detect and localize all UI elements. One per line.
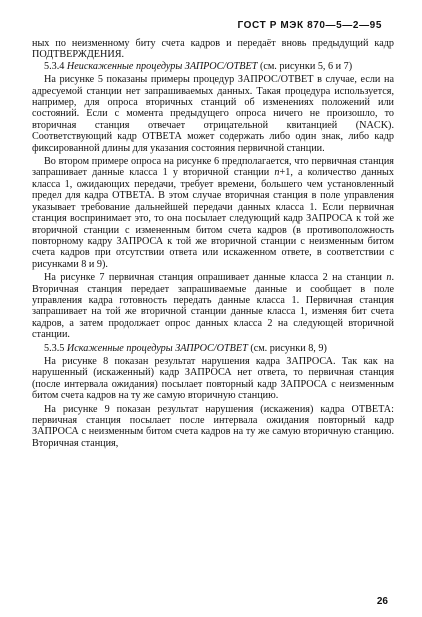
section-title-distorted: Искаженные процедуры ЗАПРОС/ОТВЕТ <box>66 342 248 354</box>
section-title-undistorted: Неискаженные процедуры ЗАПРОС/ОТВЕТ <box>66 60 258 72</box>
paragraph-figure-9: На рисунке 9 показан результат нарушения (искажения) кадра ОТВЕТА: первичная станция посылает после интервала ожидания повторный кадр ЗАПРОСА с неизменным битом счета кадров на ту же самую вторичную станцию. Вторичная станция, <box>32 403 394 449</box>
paragraph-figure-5: На рисунке 5 показаны примеры процедур ЗАПРОС/ОТВЕТ в случае, если на адресуемой станции нет запрашиваемых данных. Такая процедура используется, например, для опроса вторичных станций об изменениях положений или состояний. Если с момента предыдущего опроса ничего не произошло, то вторичная станция отвечает отрицательной квитанцией (NACK). Соответствующий кадр ОТВЕТА может содержать либо один знак, либо кадр фиксированной длины для указания состояния первичной станции. <box>32 74 394 154</box>
paragraph-continuation: ных по неизменному биту счета кадров и передаёт вновь предыдущий кадр ПОДТВЕРЖДЕНИЯ. <box>32 38 394 61</box>
standard-header: ГОСТ Р МЭК 870—5—2—95 <box>237 20 382 31</box>
paragraph-figure-8: На рисунке 8 показан результат нарушения кадра ЗАПРОСА. Так как на нарушенный (искаженный) кадр ЗАПРОСА нет ответа, то первичная станция (после интервала ожидания) посылает повторный кадр ЗАПРОСА с неизменным битом счета кадров на ту же самую вторичную станцию. <box>32 355 394 402</box>
section-heading-5-3-5: 5.3.5 Искаженные процедуры ЗАПРОС/ОТВЕТ (см. рисунки 8, 9) <box>44 342 327 354</box>
paragraph-figure-6: Во втором примере опроса на рисунке 6 предполагается, что первичная станция запрашивает данные класса 1 у вторичной станции n+1, а количество данных класса 1, ожидающих передачи, требует времени, большего чем установленный предел для кадра ОТВЕТА. В этом случае вторичная станция в поле управления указывает требование дальнейшей передачи данных класса 1. Если первичная станция воспринимает это, то она посылает следующий кадр ЗАПРОСА к той же вторичной станции с измененным битом счета кадров (в противоположность повторному кадру ЗАПРОСА к той же вторичной станции с неизменным битом счета кадров при отсутствии ответа или искаженном ответе, в соответствии с рисунками 8 и 9). <box>32 156 394 270</box>
document-body <box>32 38 394 449</box>
section-heading-5-3-4: 5.3.4 Неискаженные процедуры ЗАПРОС/ОТВЕТ (см. рисунки 5, 6 и 7) <box>44 60 353 72</box>
page-number: 26 <box>376 596 388 607</box>
paragraph-figure-7: На рисунке 7 первичная станция опрашивает данные класса 2 на станции n. Вторичная станция передает запрашиваемые данные и сообщает в поле управления кадра готовность передать данные класса 1. Первичная станция запрашивает на той же вторичной станции данные класса 1, изменяя бит счета кадров, а затем продолжает опрос данных класса 2 на следующей вторичной станции. <box>32 272 394 341</box>
